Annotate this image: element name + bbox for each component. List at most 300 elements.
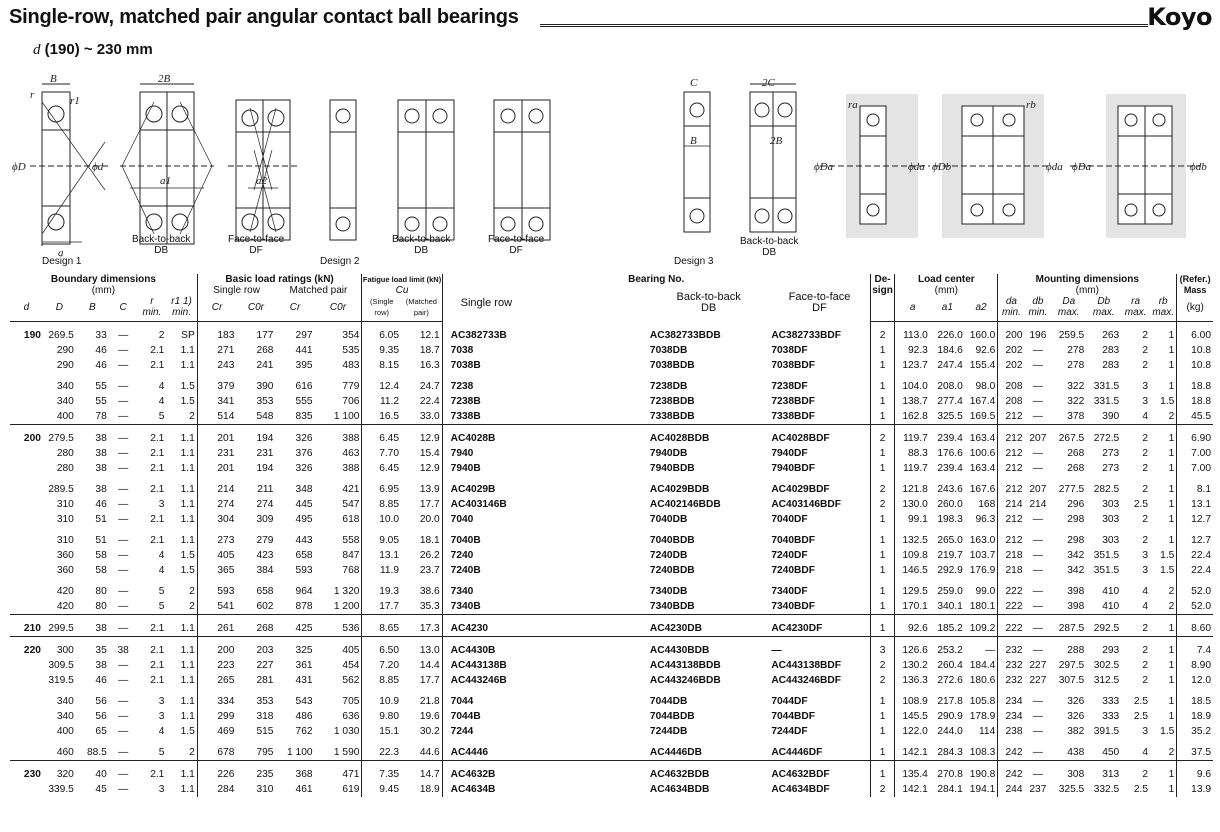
- table-cell: 1: [870, 615, 895, 637]
- head-bn-single: Single row: [442, 285, 648, 322]
- table-cell: 7038: [442, 343, 648, 358]
- label-rb: rb: [1026, 99, 1036, 111]
- table-cell: —: [1032, 623, 1043, 634]
- table-cell: 234: [998, 688, 1025, 709]
- table-cell: 259.0: [937, 586, 963, 597]
- table-cell: 6.50: [362, 637, 401, 659]
- table-cell: 1.1: [180, 499, 195, 510]
- table-cell: —: [118, 696, 129, 707]
- table-cell: 8.60: [1177, 615, 1213, 637]
- bearing-table: [10, 274, 1213, 797]
- table-cell: 1.5: [180, 726, 195, 737]
- table-cell: 138.7: [895, 394, 930, 409]
- table-cell: 7238DB: [649, 381, 688, 392]
- table-cell: 340: [56, 696, 74, 707]
- label-B-d3: B: [690, 135, 697, 147]
- table-cell: 1.5: [180, 381, 195, 392]
- table-cell: 7044B: [442, 709, 648, 724]
- table-cell: 7038DB: [649, 345, 688, 356]
- table-cell: 340: [56, 381, 74, 392]
- table-cell: —: [118, 586, 129, 597]
- table-cell: 88.3: [895, 446, 930, 461]
- head-bn-df: Face-to-face DF: [788, 291, 851, 315]
- table-cell: 129.5: [895, 578, 930, 599]
- head-design: De- sign: [870, 274, 895, 296]
- table-cell: AC4230DB: [649, 623, 703, 634]
- table-cell: 17.7: [419, 499, 440, 510]
- table-cell: 7940DF: [771, 448, 808, 459]
- table-cell: 2.5: [1133, 696, 1148, 707]
- table-cell: 1.1: [180, 711, 195, 722]
- cell-d: [10, 578, 43, 599]
- table-cell: 227: [1029, 660, 1047, 671]
- head-basic-load: Basic load ratings (kN): [197, 274, 362, 285]
- col-head-19: db min.: [1025, 296, 1052, 322]
- table-cell: 1.5: [180, 550, 195, 561]
- table-cell: 3: [870, 637, 895, 659]
- table-cell: 2: [1142, 660, 1148, 671]
- label-a1: a1: [160, 175, 171, 187]
- table-cell: 8.85: [362, 497, 401, 512]
- table-cell: AC4634BDF: [771, 784, 830, 795]
- cell-d: 210: [23, 623, 41, 634]
- table-cell: 51: [95, 514, 107, 525]
- bore-range: [33, 41, 153, 59]
- table-cell: 18.9: [419, 784, 440, 795]
- table-cell: 2.1: [150, 463, 165, 474]
- cell-d: 200: [23, 433, 41, 444]
- col-head-9: C0r: [315, 296, 362, 322]
- table-cell: —: [771, 645, 782, 656]
- table-cell: 22.4: [1177, 563, 1213, 578]
- table-cell: 7940BDB: [649, 463, 695, 474]
- col-head-11: (Matched pair): [401, 296, 442, 322]
- table-cell: 398: [1067, 586, 1085, 597]
- table-cell: 212: [998, 527, 1025, 548]
- table-cell: 9.35: [362, 343, 401, 358]
- table-cell: —: [1032, 535, 1043, 546]
- cell-d: [10, 394, 43, 409]
- col-head-21: Db max.: [1086, 296, 1121, 322]
- table-cell: 7044: [442, 688, 648, 709]
- table-cell: 200: [197, 637, 236, 659]
- table-cell: 207: [1029, 433, 1047, 444]
- table-cell: —: [118, 484, 129, 495]
- table-cell: —: [118, 565, 129, 576]
- table-cell: 535: [342, 345, 360, 356]
- table-cell: 351.5: [1093, 550, 1120, 561]
- table-cell: —: [118, 660, 129, 671]
- table-cell: 132.5: [895, 527, 930, 548]
- table-cell: 280: [56, 463, 74, 474]
- table-cell: 384: [256, 565, 274, 576]
- table-cell: 239.4: [937, 463, 963, 474]
- table-cell: 7340BDB: [649, 601, 695, 612]
- table-cell: 310: [256, 784, 274, 795]
- table-cell: 135.4: [895, 761, 930, 783]
- table-cell: 7940: [442, 446, 648, 461]
- table-row: [10, 358, 1213, 373]
- caption-design2: Design 2: [320, 256, 360, 267]
- table-cell: 3: [1142, 565, 1148, 576]
- col-head-23: rb max.: [1150, 296, 1177, 322]
- table-cell: 1: [1168, 514, 1175, 525]
- table-cell: —: [118, 360, 129, 371]
- table-cell: 38: [95, 463, 107, 474]
- table-cell: 105.8: [969, 696, 996, 707]
- table-cell: 194.1: [969, 784, 996, 795]
- table-cell: 7044DF: [771, 696, 808, 707]
- table-cell: 211: [257, 484, 274, 495]
- table-cell: 368: [295, 769, 313, 780]
- label-a: a: [58, 247, 64, 259]
- table-cell: 23.7: [419, 565, 440, 576]
- table-cell: 353: [256, 396, 274, 407]
- table-cell: 13.9: [419, 484, 440, 495]
- table-row: [10, 782, 1213, 797]
- table-cell: 212: [998, 409, 1025, 425]
- table-cell: 1.1: [180, 660, 195, 671]
- table-cell: 847: [342, 550, 360, 561]
- table-row: [10, 497, 1213, 512]
- table-cell: 2: [189, 586, 195, 597]
- table-cell: 541: [197, 599, 236, 615]
- table-cell: 14.4: [419, 660, 440, 671]
- table-cell: 237: [1029, 784, 1047, 795]
- table-cell: 326: [1067, 711, 1085, 722]
- table-cell: 299.5: [48, 623, 74, 634]
- table-cell: 658: [295, 550, 313, 561]
- table-cell: 19.3: [362, 578, 401, 599]
- table-cell: 340: [56, 396, 74, 407]
- table-cell: 410: [1102, 586, 1120, 597]
- table-cell: 616: [295, 381, 313, 392]
- table-cell: 290: [56, 345, 74, 356]
- table-cell: 2: [1142, 433, 1148, 444]
- table-cell: 168: [978, 499, 996, 510]
- table-cell: 38: [95, 484, 107, 495]
- table-cell: 12.9: [419, 433, 440, 444]
- table-cell: 1: [1168, 330, 1175, 341]
- label-phida: ϕda: [908, 161, 925, 173]
- table-cell: 17.3: [419, 623, 440, 634]
- table-cell: 142.1: [895, 739, 930, 761]
- table-cell: 7038BDF: [771, 360, 815, 371]
- table-cell: 201: [197, 461, 236, 476]
- table-cell: 618: [342, 514, 360, 525]
- table-cell: AC4028BDB: [649, 433, 710, 444]
- table-cell: 293: [1102, 645, 1120, 656]
- table-cell: 219.7: [937, 550, 963, 561]
- table-cell: 361: [295, 660, 313, 671]
- table-cell: 142.1: [895, 782, 930, 797]
- table-cell: 178.9: [969, 711, 996, 722]
- table-cell: 7340DB: [649, 586, 688, 597]
- table-cell: —: [1032, 711, 1043, 722]
- table-cell: 108.3: [969, 747, 996, 758]
- table-cell: 242: [998, 761, 1025, 783]
- col-head-20: Da max.: [1051, 296, 1086, 322]
- table-cell: 319.5: [48, 675, 74, 686]
- col-head-2: B: [76, 296, 109, 322]
- mounting-drawings: [820, 94, 1200, 238]
- table-cell: 88.5: [86, 747, 107, 758]
- table-cell: 11.2: [362, 394, 401, 409]
- table-cell: 420: [56, 586, 74, 597]
- table-cell: 38: [95, 623, 107, 634]
- table-cell: 119.7: [895, 425, 930, 447]
- table-cell: 98.0: [975, 381, 996, 392]
- table-cell: 99.1: [895, 512, 930, 527]
- table-cell: —: [118, 345, 129, 356]
- table-cell: 6.05: [362, 322, 401, 344]
- table-cell: 6.00: [1177, 322, 1213, 344]
- table-cell: 8.90: [1177, 658, 1213, 673]
- table-cell: 239.4: [937, 433, 963, 444]
- table-cell: 163.4: [969, 463, 996, 474]
- table-cell: 2.1: [150, 535, 165, 546]
- table-cell: 9.05: [362, 527, 401, 548]
- table-cell: AC4230DF: [771, 623, 823, 634]
- table-cell: 341: [197, 394, 236, 409]
- table-cell: 1.1: [180, 360, 195, 371]
- table-cell: 9.45: [362, 782, 401, 797]
- table-cell: 8.15: [362, 358, 401, 373]
- head-cu: Cu: [362, 285, 442, 296]
- table-row: [10, 615, 1213, 637]
- head-bearing-no: Bearing No.: [442, 274, 870, 285]
- table-cell: 277.4: [937, 396, 963, 407]
- table-row: [10, 343, 1213, 358]
- table-cell: 4: [158, 550, 165, 561]
- table-cell: 7240BDB: [649, 565, 695, 576]
- cell-d: [10, 673, 43, 688]
- table-cell: 322: [1067, 396, 1085, 407]
- table-cell: 297: [295, 330, 313, 341]
- table-cell: 35: [95, 645, 107, 656]
- table-cell: 1.5: [180, 396, 195, 407]
- table-cell: 282.5: [1093, 484, 1120, 495]
- table-cell: 22.4: [419, 396, 440, 407]
- table-cell: 1: [870, 394, 895, 409]
- table-cell: 190.8: [969, 769, 996, 780]
- table-cell: 325: [295, 645, 313, 656]
- table-cell: 348: [295, 484, 313, 495]
- head-bn-db: Back-to-back DB: [676, 291, 741, 315]
- head-load-center-unit: (mm): [895, 285, 998, 296]
- table-cell: 52.0: [1177, 599, 1213, 615]
- table-cell: 7240: [442, 548, 648, 563]
- table-row: [10, 599, 1213, 615]
- table-cell: 351.5: [1093, 565, 1120, 576]
- col-head-24: (kg): [1177, 296, 1213, 322]
- label-r1: r1: [70, 95, 80, 107]
- label-C: C: [690, 77, 698, 89]
- table-cell: 7238DF: [771, 381, 808, 392]
- table-cell: 4: [158, 565, 165, 576]
- table-row: [10, 658, 1213, 673]
- table-cell: 619: [342, 784, 360, 795]
- table-cell: 1: [870, 512, 895, 527]
- table-cell: 2: [1142, 675, 1148, 686]
- table-cell: 3: [158, 784, 165, 795]
- table-cell: 331.5: [1093, 381, 1120, 392]
- table-cell: 2: [1168, 586, 1175, 597]
- table-cell: 4: [1142, 601, 1148, 612]
- cell-d: [10, 709, 43, 724]
- table-cell: 235: [256, 769, 274, 780]
- cell-d: [10, 782, 43, 797]
- table-head: [10, 274, 1213, 322]
- table-cell: 104.0: [895, 373, 930, 394]
- table-cell: 334: [197, 688, 236, 709]
- table-cell: 212: [998, 512, 1025, 527]
- table-cell: 207: [1029, 484, 1047, 495]
- table-cell: 22.4: [1177, 548, 1213, 563]
- cell-d: [10, 343, 43, 358]
- table-cell: 514: [197, 409, 236, 425]
- table-cell: 288: [1067, 645, 1085, 656]
- caption-df-2: Face-to-face DF: [488, 234, 545, 256]
- col-head-0: d: [10, 296, 43, 322]
- table-cell: 1.1: [180, 345, 195, 356]
- design3-single-drawing: [684, 92, 710, 232]
- table-cell: 242: [998, 739, 1025, 761]
- table-cell: 12.7: [1177, 527, 1213, 548]
- table-cell: AC4632BDF: [771, 769, 830, 780]
- table-cell: 1.1: [180, 675, 195, 686]
- table-cell: 400: [56, 726, 74, 737]
- table-cell: 232: [998, 637, 1025, 659]
- table-row: [10, 548, 1213, 563]
- table-cell: 309.5: [48, 660, 74, 671]
- table-cell: 1.1: [180, 484, 195, 495]
- table-cell: 163.4: [969, 433, 996, 444]
- col-head-17: a2: [965, 296, 998, 322]
- table-cell: 56: [95, 711, 107, 722]
- table-cell: 123.7: [895, 358, 930, 373]
- table-cell: 471: [342, 769, 360, 780]
- table-cell: 3: [1142, 726, 1148, 737]
- table-cell: 1: [1168, 696, 1175, 707]
- table-cell: 365: [197, 563, 236, 578]
- table-cell: 340: [56, 711, 74, 722]
- table-cell: 1: [1168, 381, 1175, 392]
- table-cell: 1.5: [1160, 396, 1175, 407]
- table-cell: —: [118, 675, 129, 686]
- table-cell: —: [118, 784, 129, 795]
- table-cell: 461: [295, 784, 313, 795]
- table-cell: 20.0: [419, 514, 440, 525]
- table-row: [10, 322, 1213, 344]
- table-cell: 1.1: [180, 535, 195, 546]
- table-cell: 7238B: [442, 394, 648, 409]
- table-row: [10, 673, 1213, 688]
- table-cell: 1.1: [180, 696, 195, 707]
- table-cell: 7.00: [1177, 446, 1213, 461]
- table-cell: —: [1032, 345, 1043, 356]
- table-row: [10, 409, 1213, 425]
- label-2B: 2B: [158, 73, 171, 85]
- table-cell: 332.5: [1093, 784, 1120, 795]
- table-cell: AC4028BDF: [771, 433, 830, 444]
- label-B: B: [50, 73, 57, 85]
- table-cell: 176.9: [969, 565, 996, 576]
- table-cell: 208: [998, 373, 1025, 394]
- table-cell: 11.9: [362, 563, 401, 578]
- table-cell: 18.1: [419, 535, 440, 546]
- table-cell: 7340DF: [771, 586, 808, 597]
- table-cell: 1 100: [287, 747, 313, 758]
- table-cell: 292.9: [937, 565, 963, 576]
- table-cell: 1: [870, 373, 895, 394]
- table-cell: 2: [189, 601, 195, 612]
- table-cell: 284.1: [937, 784, 963, 795]
- table-cell: 146.5: [895, 563, 930, 578]
- table-cell: 2: [1168, 601, 1175, 612]
- table-cell: 7040BDF: [771, 535, 815, 546]
- table-cell: 313: [1102, 769, 1120, 780]
- cell-d: 190: [23, 330, 41, 341]
- table-cell: 326: [295, 463, 313, 474]
- table-cell: 121.8: [895, 476, 930, 497]
- table-cell: 443: [295, 535, 313, 546]
- table-cell: 33.0: [419, 411, 440, 422]
- table-cell: 7240BDF: [771, 565, 815, 576]
- table-body: [10, 322, 1213, 798]
- table-cell: 1.1: [180, 433, 195, 444]
- table-cell: 390: [256, 381, 274, 392]
- table-cell: 99.0: [975, 586, 996, 597]
- table-cell: 1: [1168, 345, 1175, 356]
- table-cell: 302.5: [1093, 660, 1120, 671]
- table-cell: 7238: [442, 373, 648, 394]
- table-cell: 1.1: [180, 514, 195, 525]
- design3-db-drawing: [750, 84, 796, 232]
- table-cell: 548: [256, 411, 274, 422]
- table-cell: 263: [1102, 330, 1120, 341]
- table-cell: 6.95: [362, 476, 401, 497]
- label-phiDa: ϕDa: [814, 161, 834, 173]
- table-cell: 214: [197, 476, 236, 497]
- table-cell: —: [1032, 645, 1043, 656]
- head-single-row: Single row: [197, 285, 275, 296]
- table-cell: 536: [342, 623, 360, 634]
- table-cell: 2: [1142, 463, 1148, 474]
- table-cell: 382: [1067, 726, 1085, 737]
- cell-d: [10, 724, 43, 739]
- table-cell: 3: [1142, 550, 1148, 561]
- table-cell: —: [985, 645, 996, 656]
- table-cell: AC403146BDF: [771, 499, 841, 510]
- table-cell: 2: [1142, 645, 1148, 656]
- table-cell: 1.5: [1160, 726, 1175, 737]
- table-cell: 768: [342, 565, 360, 576]
- table-cell: 1: [1168, 535, 1175, 546]
- table-row: [10, 739, 1213, 761]
- table-row: [10, 512, 1213, 527]
- table-cell: AC4029BDB: [649, 484, 710, 495]
- table-cell: 170.1: [895, 599, 930, 615]
- table-cell: AC4632B: [442, 761, 648, 783]
- table-cell: 274: [256, 499, 274, 510]
- table-cell: 308: [1067, 769, 1085, 780]
- table-cell: 2.1: [150, 769, 165, 780]
- table-cell: 108.9: [895, 688, 930, 709]
- table-cell: 2: [189, 747, 195, 758]
- cell-d: [10, 446, 43, 461]
- cell-d: [10, 409, 43, 425]
